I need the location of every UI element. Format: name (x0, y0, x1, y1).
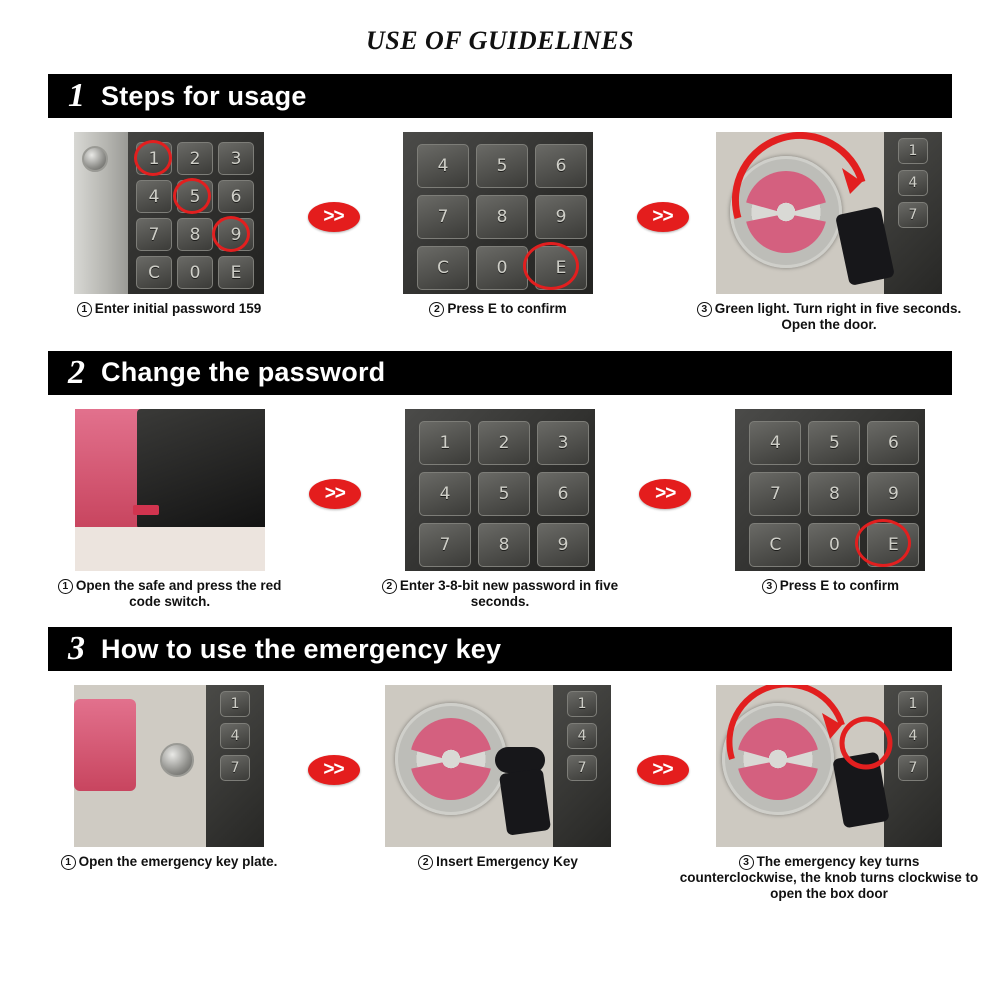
arrow-cell (627, 132, 698, 302)
section-label: Change the password (101, 357, 386, 388)
key-6: 6 (535, 144, 587, 188)
step-caption (679, 301, 979, 333)
key-7: 7 (419, 523, 471, 567)
key-9: 9 (535, 195, 587, 239)
page-title: USE OF GUIDELINES (365, 26, 635, 55)
arrow-icon: >> (637, 202, 689, 232)
key-8: 8 (476, 195, 528, 239)
key-1: 1 (898, 691, 928, 717)
key-0: 0 (476, 246, 528, 290)
key-4: 4 (136, 180, 172, 213)
step-cell (40, 685, 298, 870)
arrow-cell (299, 409, 370, 579)
key-4: 4 (898, 170, 928, 196)
step-caption (42, 578, 297, 610)
photo-insert-emergency-key (385, 685, 611, 847)
step-text: The emergency key turns counterclockwise, the knob turns clockwise to open the box door (679, 854, 979, 901)
key-plate-knob (160, 743, 194, 777)
key-1: 1 (136, 142, 172, 175)
step-cell (40, 409, 299, 610)
arrow-icon: >> (309, 479, 361, 509)
key-e: E (535, 246, 587, 290)
step-marker: 2 (429, 302, 444, 317)
key-6: 6 (537, 472, 589, 516)
step-caption (703, 578, 958, 594)
step-marker: 1 (77, 302, 92, 317)
key-c: C (749, 523, 801, 567)
key-7: 7 (898, 202, 928, 228)
key-3: 3 (537, 421, 589, 465)
key-7: 7 (220, 755, 250, 781)
key-1: 1 (220, 691, 250, 717)
red-code-switch (133, 505, 159, 515)
arrow-cell (630, 409, 701, 579)
section-number: 1 (68, 77, 85, 114)
step-cell (40, 132, 298, 317)
key-7: 7 (898, 755, 928, 781)
step-text: Enter initial password 159 (94, 301, 262, 316)
photo-turn-key-and-knob (716, 685, 942, 847)
arrow-cell (298, 685, 369, 855)
step-marker: 2 (382, 579, 397, 594)
step-text: Press E to confirm (447, 301, 567, 316)
photo-dial-turn-right (716, 132, 942, 294)
key-5: 5 (177, 180, 213, 213)
photo-keypad-159 (74, 132, 264, 294)
key-8: 8 (478, 523, 530, 567)
safe-dial (395, 703, 507, 815)
step-text: Open the emergency key plate. (78, 854, 278, 870)
key-4: 4 (220, 723, 250, 749)
step-cell (369, 685, 627, 870)
step-cell (679, 685, 979, 901)
section-steps-row (0, 685, 1000, 901)
section-header (48, 74, 952, 118)
key-7: 7 (136, 218, 172, 251)
photo-red-code-switch (75, 409, 265, 571)
key-7: 7 (417, 195, 469, 239)
arrow-icon: >> (637, 755, 689, 785)
key-c: C (417, 246, 469, 290)
photo-emergency-key-plate (74, 685, 264, 847)
photo-keypad-digits (405, 409, 595, 571)
step-cell (698, 132, 960, 333)
emergency-key-head (499, 768, 551, 836)
turn-right-arrow-icon (716, 132, 942, 294)
keypad-grid (749, 421, 919, 567)
step-marker: 1 (61, 855, 76, 870)
key-7: 7 (567, 755, 597, 781)
section-header (48, 351, 952, 395)
key-4: 4 (567, 723, 597, 749)
keypad-grid (136, 142, 254, 289)
section-label: Steps for usage (101, 80, 307, 111)
key-1: 1 (567, 691, 597, 717)
step-caption (42, 301, 297, 317)
key-9: 9 (867, 472, 919, 516)
counterclockwise-arrow-icon (716, 685, 942, 847)
pink-panel (74, 699, 136, 791)
section-header (48, 627, 952, 671)
key-4: 4 (417, 144, 469, 188)
step-caption (42, 854, 297, 870)
section-steps-for-usage (0, 74, 1000, 333)
section-change-the-password (0, 351, 1000, 610)
key-8: 8 (177, 218, 213, 251)
key-9: 9 (218, 218, 254, 251)
section-label: How to use the emergency key (101, 633, 502, 664)
key-8: 8 (808, 472, 860, 516)
arrow-cell (298, 132, 369, 302)
key-7: 7 (749, 472, 801, 516)
step-text: Green light. Turn right in five seconds. Open the door. (714, 301, 962, 332)
desk-surface (75, 527, 265, 571)
step-marker: 1 (58, 579, 73, 594)
step-caption (371, 854, 626, 870)
key-e: E (218, 256, 254, 289)
arrow-cell (627, 685, 698, 855)
step-marker: 3 (697, 302, 712, 317)
key-0: 0 (808, 523, 860, 567)
arrow-icon: >> (308, 755, 360, 785)
step-caption (371, 301, 626, 317)
keyhole-icon (82, 146, 108, 172)
key-6: 6 (867, 421, 919, 465)
key-e: E (867, 523, 919, 567)
keypad-strip (206, 685, 264, 847)
key-c: C (136, 256, 172, 289)
step-cell (369, 132, 627, 317)
keypad-grid (417, 144, 587, 290)
key-1: 1 (419, 421, 471, 465)
photo-keypad-e-confirm (735, 409, 925, 571)
key-5: 5 (476, 144, 528, 188)
key-1: 1 (898, 138, 928, 164)
section-steps-row (0, 409, 1000, 610)
step-marker: 2 (418, 855, 433, 870)
step-caption (679, 854, 979, 901)
step-text: Enter 3-8-bit new password in five seconds. (399, 577, 619, 609)
section-number: 3 (68, 630, 85, 668)
step-cell (701, 409, 960, 594)
arrow-icon: >> (639, 479, 691, 509)
key-3: 3 (218, 142, 254, 175)
step-marker: 3 (762, 579, 777, 594)
step-cell (370, 409, 629, 610)
step-caption (373, 578, 628, 610)
key-2: 2 (478, 421, 530, 465)
photo-keypad-e (403, 132, 593, 294)
key-4: 4 (419, 472, 471, 516)
key-4: 4 (898, 723, 928, 749)
key-0: 0 (177, 256, 213, 289)
step-text: Insert Emergency Key (436, 854, 578, 870)
section-number: 2 (68, 353, 85, 391)
step-marker: 3 (739, 855, 754, 870)
keypad-strip (553, 685, 611, 847)
section-emergency-key (0, 627, 1000, 901)
key-4: 4 (749, 421, 801, 465)
key-6: 6 (218, 180, 254, 213)
arrow-icon: >> (308, 202, 360, 232)
key-5: 5 (808, 421, 860, 465)
keypad-grid (419, 421, 589, 567)
step-text: Press E to confirm (779, 577, 900, 593)
key-2: 2 (177, 142, 213, 175)
step-text: Open the safe and press the red code switch. (75, 577, 282, 609)
section-steps-row (0, 132, 1000, 333)
key-9: 9 (537, 523, 589, 567)
key-5: 5 (478, 472, 530, 516)
